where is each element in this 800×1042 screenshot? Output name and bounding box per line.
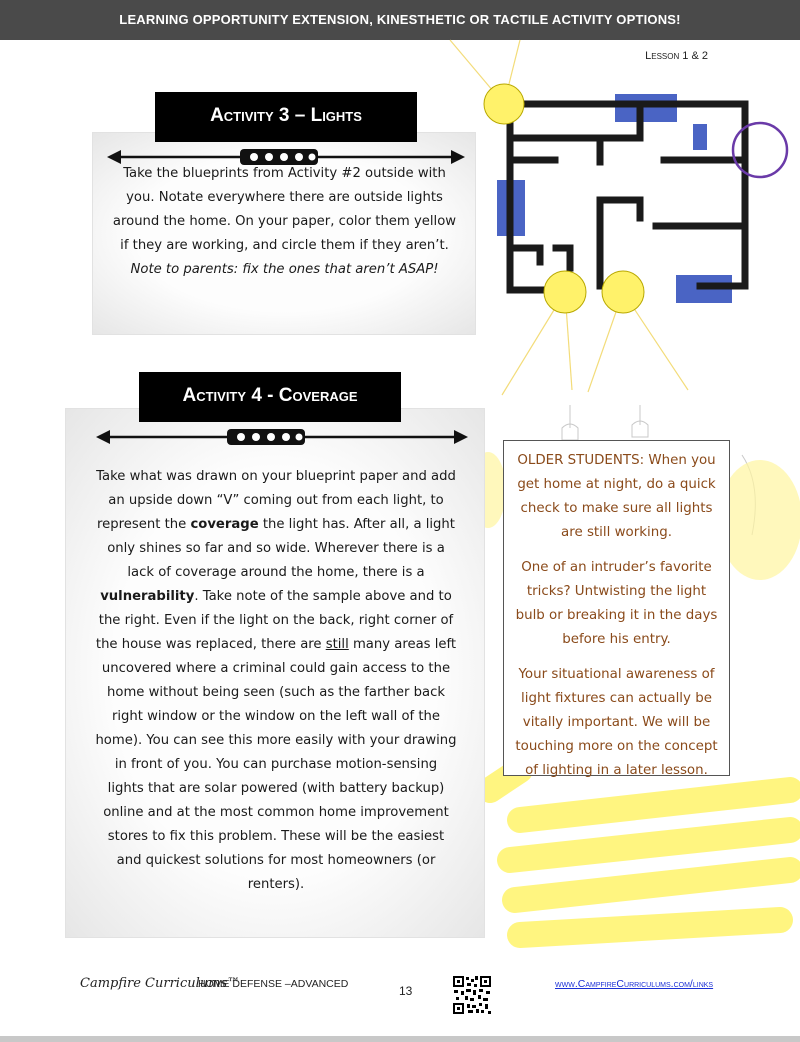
older-students-callout [503, 440, 730, 776]
light-rays [450, 40, 688, 395]
still-emphasis: still [325, 637, 349, 652]
activity-4-text-3: . Take note of the sample above and to the right. Even if the light on the back, right corner of the house was replaced, there are [95, 589, 454, 652]
page-number: 13 [399, 984, 413, 998]
window-marks [497, 94, 732, 303]
activity-4-text-1: Take what was drawn on your blueprint paper and add an upside down “V” coming out from each light, to represent the [96, 469, 456, 532]
activity-4-text-2: the light has. After all, a light only shines so far and so wide. Wherever there is a lack of coverage around the home, there is a [107, 517, 455, 580]
bottom-rule [0, 1036, 800, 1042]
older-students-p3: Your situational awareness of light fixtures can actually be vitally important. We will be touching more on the concept of lighting in a later lesson. [515, 667, 718, 778]
parent-note: Note to parents: fix the ones that aren’t ASAP! [130, 262, 439, 277]
coverage-term: coverage [190, 517, 259, 532]
course-name: HOME DEFENSE –ADVANCED [198, 978, 349, 990]
activity-3-text [107, 162, 462, 282]
broken-light-circle-icon [733, 123, 787, 177]
brand-logo: Campfire Curriculums™ [80, 976, 241, 991]
vulnerability-term: vulnerability [100, 589, 195, 604]
highlighter-strokes [490, 770, 790, 935]
lesson-label: Lesson 1 & 2 [645, 50, 708, 62]
older-students-p1: OLDER STUDENTS: When you get home at night, do a quick check to make sure all lights are still working. [517, 453, 716, 540]
activity-3-title: Activity 3 – Lights [155, 92, 417, 142]
blueprint-walls [510, 104, 745, 290]
curriculum-links-link[interactable]: www.CampfireCurriculums.com/links [555, 978, 714, 990]
qr-code-icon[interactable] [452, 975, 492, 1015]
activity-4-text-4: many areas left uncovered where a criminal could gain access to the home without being seen (such as the farther back right window or the window on the left wall of the home). You can see this more easily with your drawing in front of you. You can purchase motion-sensing lights that are solar powered (with battery backup) online and at the most common home improvement stores to fix this problem. These will be the easiest and quickest solutions for most homeowners (or renters). [95, 637, 457, 892]
header-banner: LEARNING OPPORTUNITY EXTENSION, KINESTHETIC OR TACTILE ACTIVITY OPTIONS! [0, 0, 800, 40]
double-arrow-divider-icon [96, 424, 468, 450]
activity-4-text [95, 465, 457, 897]
older-students-p2: One of an intruder’s favorite tricks? Untwisting the light bulb or breaking it in the days before his entry. [515, 560, 718, 647]
activity-3-instructions: Take the blueprints from Activity #2 outside with you. Notate everywhere there are outside lights around the home. On your paper, color them yellow if they are working, and circle them if they aren’t. [112, 166, 457, 253]
working-light-icon [484, 84, 644, 313]
activity-4-title: Activity 4 - Coverage [139, 372, 401, 422]
